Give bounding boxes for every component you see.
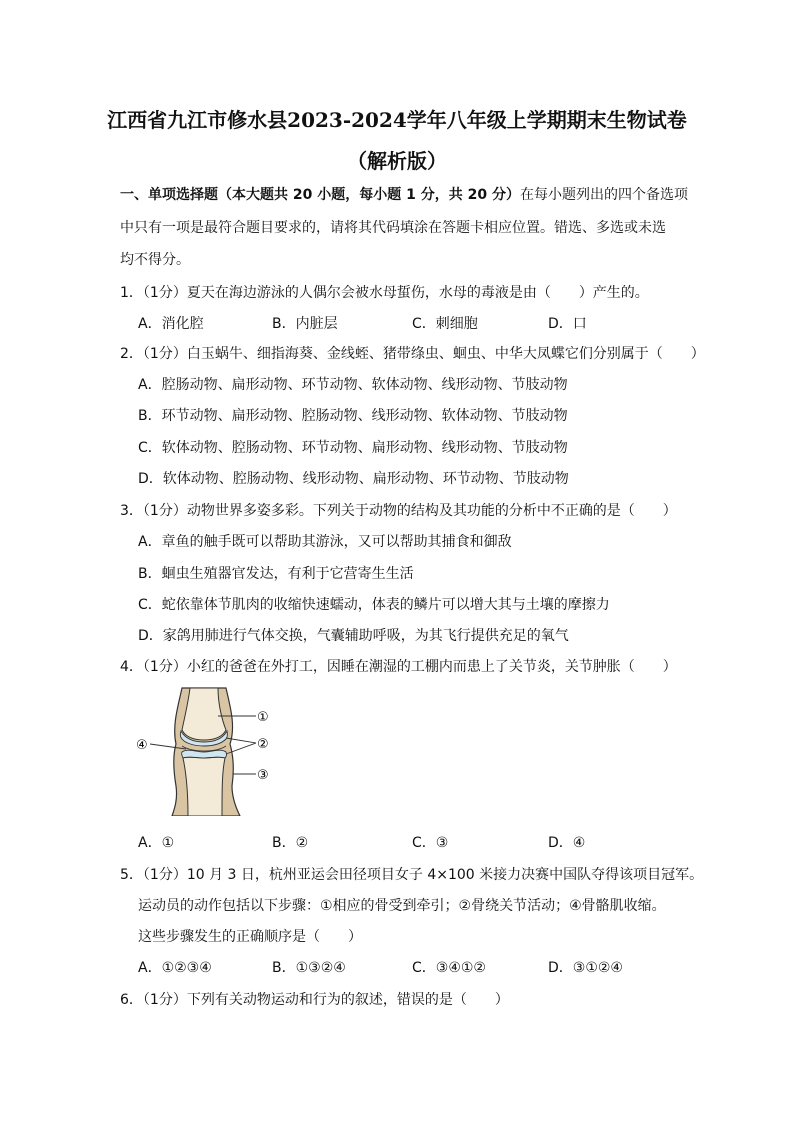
question-4-option-a: A．① xyxy=(138,835,175,851)
question-1-option-d: D．口 xyxy=(548,316,587,332)
section-intro-line-2: 中只有一项是最符合题目要求的，请将其代码填涂在答题卡相应位置。错选、多选或未选 xyxy=(120,220,666,236)
question-4-option-c: C．③ xyxy=(412,835,449,851)
question-1-option-c: C．刺细胞 xyxy=(412,316,478,332)
question-5-option-b: B．①③②④ xyxy=(272,960,346,976)
diagram-label-4: ④ xyxy=(136,738,148,753)
document-title: 江西省九江市修水县2023-2024学年八年级上学期期末生物试卷 xyxy=(107,108,687,132)
section-heading: 一、单项选择题（本大题共 20 小题，每小题 1 分，共 20 分） xyxy=(120,187,520,203)
question-5-line-2: 运动员的动作包括以下步骤：①相应的骨受到牵引；②骨绕关节活动；④骨骼肌收缩。 xyxy=(138,898,666,914)
lower-bone xyxy=(183,757,225,816)
question-2-option-d: D．软体动物、腔肠动物、线形动物、扁形动物、环节动物、节肢动物 xyxy=(138,471,569,487)
question-5-line-3: 这些步骤发生的正确顺序是（ ） xyxy=(138,929,362,945)
knee-joint-diagram xyxy=(130,686,290,816)
section-intro-line-1 xyxy=(120,184,688,204)
question-2-stem: 2．（1分）白玉蜗牛、细指海葵、金线蛭、猪带绦虫、蛔虫、中华大凤蝶它们分别属于（ ） xyxy=(120,346,705,362)
question-2-option-a: A．腔肠动物、扁形动物、环节动物、软体动物、线形动物、节肢动物 xyxy=(138,377,568,393)
question-6-stem: 6．（1分）下列有关动物运动和行为的叙述，错误的是（ ） xyxy=(120,992,509,1008)
question-1-stem: 1．（1分）夏天在海边游泳的人偶尔会被水母蜇伤，水母的毒液是由（ ）产生的。 xyxy=(120,285,649,301)
question-1-option-a: A．消化腔 xyxy=(138,316,204,332)
question-5-option-d: D．③①②④ xyxy=(548,960,623,976)
question-3-option-c: C．蛇依靠体节肌肉的收缩快速蠕动，体表的鳞片可以增大其与土壤的摩擦力 xyxy=(138,597,610,613)
diagram-label-1: ① xyxy=(257,710,269,725)
question-4-option-d: D．④ xyxy=(548,835,586,851)
question-5-option-c: C．③④①② xyxy=(412,960,486,976)
question-3-option-b: B．蛔虫生殖器官发达，有利于它营寄生生活 xyxy=(138,566,414,582)
question-4-stem: 4．（1分）小红的爸爸在外打工，因睡在潮湿的工棚内而患上了关节炎，关节肿胀（ ） xyxy=(120,659,677,675)
section-heading-rest: 在每小题列出的四个备选项 xyxy=(519,187,688,203)
question-5-option-a: A．①②③④ xyxy=(138,960,212,976)
question-2-option-b: B．环节动物、扁形动物、腔肠动物、线形动物、软体动物、节肢动物 xyxy=(138,408,568,424)
question-5-line-1: 5．（1分）10 月 3 日，杭州亚运会田径项目女子 4×100 米接力决赛中国队夺得该项目冠军。 xyxy=(120,867,704,883)
question-4-option-b: B．② xyxy=(272,835,309,851)
diagram-label-2: ② xyxy=(257,737,269,752)
section-intro-line-3: 均不得分。 xyxy=(120,252,190,268)
question-3-option-a: A．章鱼的触手既可以帮助其游泳，又可以帮助其捕食和御敌 xyxy=(138,534,512,550)
question-2-option-c: C．软体动物、腔肠动物、环节动物、扁形动物、线形动物、节肢动物 xyxy=(138,440,568,456)
question-1-option-b: B．内脏层 xyxy=(272,316,338,332)
question-3-stem: 3．（1分）动物世界多姿多彩。下列关于动物的结构及其功能的分析中不正确的是（ ） xyxy=(120,503,677,519)
question-3-option-d: D．家鸽用肺进行气体交换，气囊辅助呼吸，为其飞行提供充足的氧气 xyxy=(138,628,569,644)
diagram-label-3: ③ xyxy=(257,768,269,783)
document-subtitle: （解析版） xyxy=(347,149,447,173)
